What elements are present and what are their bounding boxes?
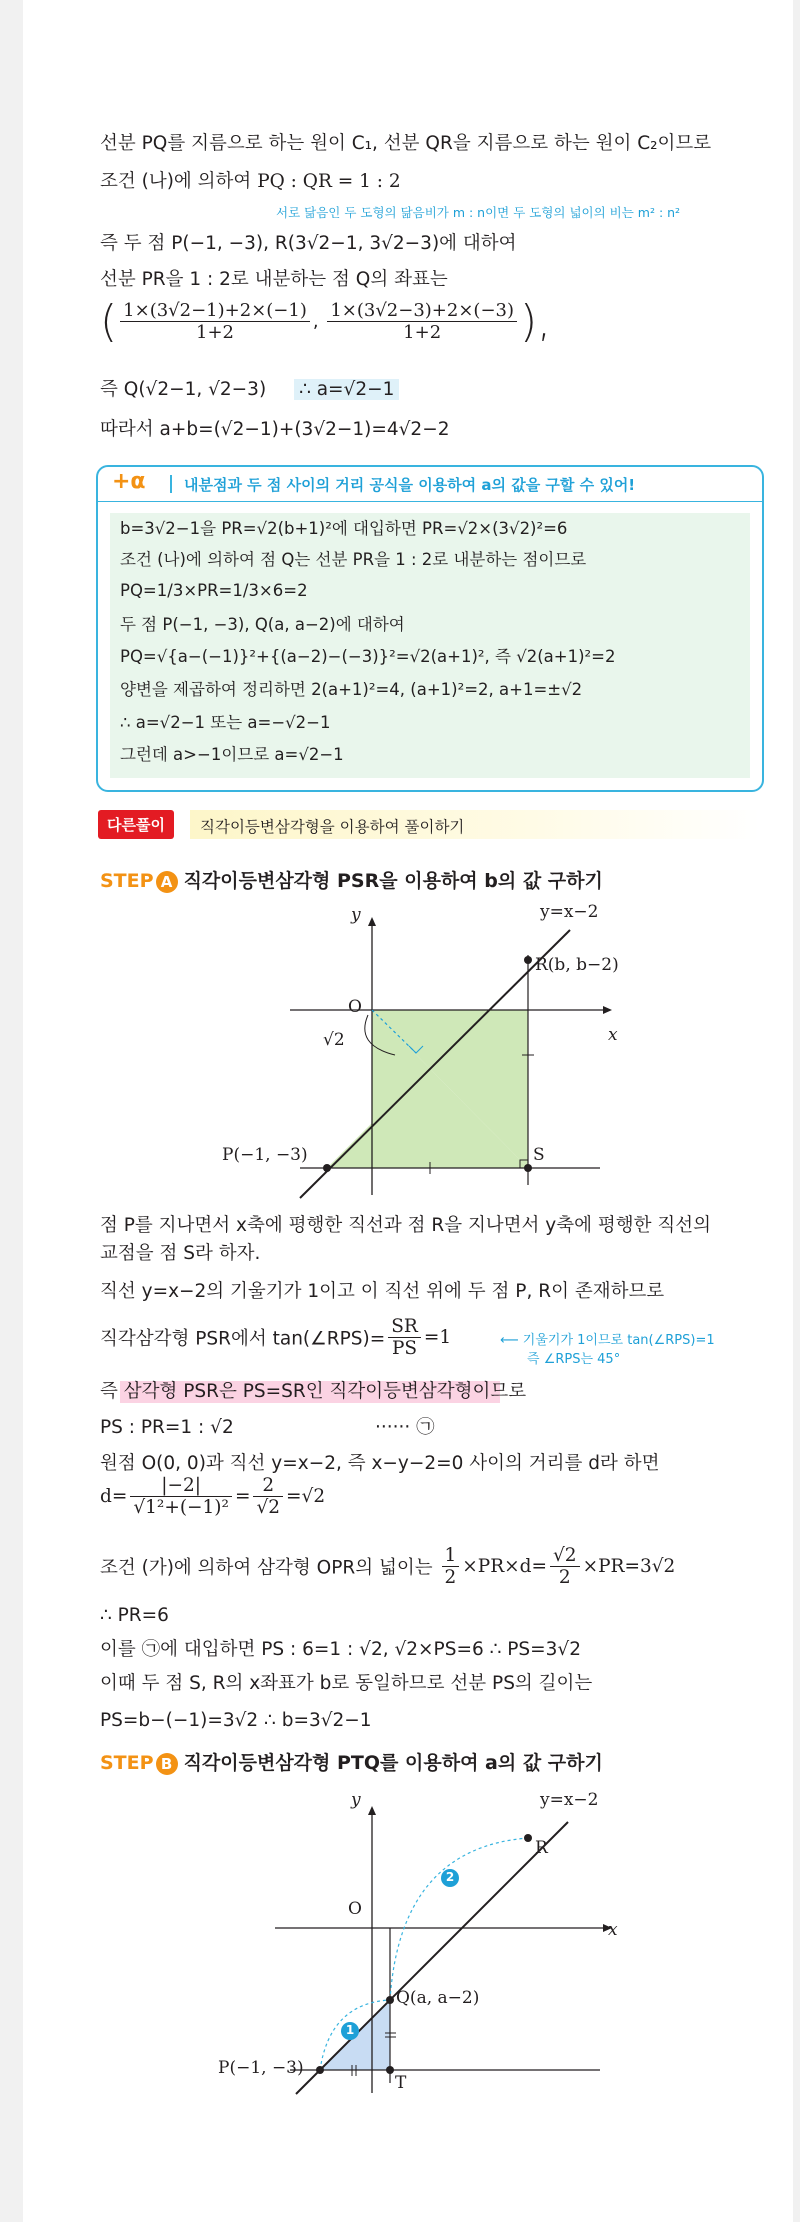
slope-note (500, 1329, 715, 1348)
area-num-1: 1 (442, 1545, 460, 1567)
d-num-1: |−2| (130, 1475, 232, 1497)
x-axis-arrow-a (603, 1006, 612, 1014)
step-a-line-4 (100, 1316, 451, 1359)
intro-line-7: 따라서 a+b=(√2−1)+(3√2−1)=4√2−2 (100, 419, 450, 440)
alt-solution-desc: 직각이등변삼각형을 이용하여 풀이하기 (200, 818, 465, 836)
intro-line-4: 선분 PR을 1 : 2로 내분하는 점 Q의 좌표는 (100, 269, 448, 290)
d-fraction-2 (253, 1475, 283, 1518)
s-label-a: S (533, 1145, 545, 1165)
step-a-line-12: 이때 두 점 S, R의 x좌표가 b로 동일하므로 선분 PS의 길이는 (100, 1673, 593, 1694)
d-prefix: d= (100, 1486, 128, 1507)
slope-note-arrow-icon: ⟵ (500, 1333, 523, 1348)
area-den-2: 2 (558, 1567, 571, 1588)
alpha-line-5: PQ=√{a−(−1)}²+{(a−2)−(−3)}²=√2(a+1)², 즉 √2(a+1)²=2 (120, 647, 616, 666)
alpha-title: 내분점과 두 점 사이의 거리 공식을 이용하여 a의 값을 구할 수 있어! (184, 476, 636, 494)
alpha-box (96, 465, 764, 792)
step-a-line-6 (100, 1414, 435, 1442)
alpha-line-1: b=3√2−1을 PR=√2(b+1)²에 대입하면 PR=√2×(3√2)²=6 (120, 519, 568, 538)
step-a-line-2: 교점을 점 S라 하자. (100, 1243, 261, 1264)
r-label-a: R(b, b−2) (535, 955, 619, 975)
slope-note-2: 즉 ∠RPS는 45° (527, 1352, 621, 1367)
y-label-a: y (351, 905, 361, 925)
step-a-line-8 (100, 1475, 325, 1518)
intro-line-5: ( $\frac{1\times(3√2-1)+2\times(-1)}{1+2}$ , $\frac{1\times(3√2-3)+2\times(-3)}{1+2}$ ), (100, 296, 552, 347)
step-a-line-10: ∴ PR=6 (100, 1605, 169, 1626)
intro-line-6 (100, 376, 399, 404)
d-fraction-1 (130, 1475, 232, 1518)
d-equals: = (234, 1486, 251, 1507)
q-coordinate: 즉 Q(√2−1, √2−3) (100, 379, 267, 400)
area-fraction-2 (550, 1545, 580, 1588)
tan-den: PS (391, 1338, 418, 1359)
d-den-2: √2 (256, 1497, 281, 1518)
line-label-a: y=x−2 (540, 902, 599, 922)
a-answer: ∴ a=√2−1 (294, 379, 399, 400)
alpha-line-3: PQ=1/3×PR=1/3×6=2 (120, 581, 308, 600)
t-label-b: T (395, 2073, 407, 2093)
step-a-title: 직각이등변삼각형 PSR을 이용하여 b의 값 구하기 (183, 870, 603, 892)
area-suffix: ×PR=3√2 (582, 1556, 676, 1577)
graph-a (0, 895, 800, 1205)
point-r-b (524, 1834, 532, 1842)
point-q-b (386, 1996, 394, 2004)
step-a-line-7: 원점 O(0, 0)과 직선 y=x−2, 즉 x−y−2=0 사이의 거리를 d라 하면 (100, 1453, 660, 1474)
line-label-b: y=x−2 (540, 1790, 599, 1810)
y-label-b: y (351, 1790, 361, 1810)
step-b-heading (100, 1748, 603, 1775)
area-mid: ×PR×d= (462, 1556, 548, 1577)
step-b-label: STEP (100, 1752, 154, 1774)
coord-x-fraction (120, 300, 310, 343)
alpha-line-2: 조건 (나)에 의하여 점 Q는 선분 PR을 1 : 2로 내분하는 점이므로 (120, 550, 587, 569)
d-num-2: 2 (253, 1475, 283, 1497)
distance-label: √2 (323, 1030, 345, 1050)
area-prefix: 조건 (가)에 의하여 삼각형 OPR의 넓이는 (100, 1557, 439, 1579)
d-suffix: =√2 (286, 1486, 326, 1507)
step-a-line-3: 직선 y=x−2의 기울기가 1이고 이 직선 위에 두 점 P, R이 존재하므로 (100, 1281, 665, 1302)
intro-line-1: 선분 PQ를 지름으로 하는 원이 C₁, 선분 QR을 지름으로 하는 원이 C₂이므로 (100, 133, 712, 154)
alt-solution-tag: 다른풀이 (98, 810, 174, 839)
y-axis-arrow-b (368, 1806, 376, 1815)
coord-x-den: 1+2 (196, 322, 235, 343)
intro-line-2-prefix: 조건 (나)에 의하여 (100, 171, 258, 192)
alpha-logo: +α (112, 469, 146, 494)
coord-x-num: 1×(3√2−1)+2×(−1) (120, 300, 310, 322)
alpha-line-7: ∴ a=√2−1 또는 a=−√2−1 (120, 713, 331, 732)
y-axis-arrow-a (368, 917, 376, 926)
area-num-2: √2 (550, 1545, 580, 1567)
marker-1-label: 1 (345, 2023, 355, 2037)
x-label-b: x (608, 1920, 618, 1940)
similarity-note: 서로 닮음인 두 도형의 닮음비가 m : n이면 두 도형의 넓이의 비는 m² : n² (276, 205, 681, 220)
point-s-a (524, 1164, 532, 1172)
area-den-1: 2 (444, 1567, 457, 1588)
step-a-badge: A (156, 871, 178, 893)
step-a-line-11: 이를 ㉠에 대입하면 PS : 6=1 : √2, √2×PS=6 ∴ PS=3√2 (100, 1639, 581, 1660)
coord-y-fraction (327, 300, 517, 343)
d-den-1: √1²+(−1)² (133, 1497, 229, 1518)
alpha-line-6: 양변을 제곱하여 정리하면 2(a+1)²=4, (a+1)²=2, a+1=±√2 (120, 680, 583, 699)
alpha-divider (170, 475, 172, 493)
graph-b (0, 1778, 800, 2098)
point-t-b (386, 2066, 394, 2074)
p-label-b: P(−1, −3) (218, 2058, 304, 2078)
line-y-x-2-b (296, 1822, 568, 2094)
step-a-label: STEP (100, 870, 154, 892)
step-a-line-1: 점 P를 지나면서 x축에 평행한 직선과 점 R을 지나면서 y축에 평행한 직선의 (100, 1215, 711, 1236)
intro-line-2 (100, 168, 401, 196)
alpha-line-8: 그런데 a>−1이므로 a=√2−1 (120, 745, 344, 764)
alpha-box-header (98, 467, 762, 502)
step-a-line-9 (100, 1545, 675, 1588)
tan-prefix: 직각삼각형 PSR에서 tan(∠RPS)= (100, 1328, 386, 1350)
origin-label-a: O (348, 997, 362, 1017)
p-label-a: P(−1, −3) (222, 1145, 308, 1165)
r-label-b: R (535, 1838, 548, 1858)
intro-line-3: 즉 두 점 P(−1, −3), R(3√2−1, 3√2−3)에 대하여 (100, 233, 517, 254)
step-a-heading (100, 866, 603, 893)
tan-num: SR (388, 1316, 421, 1338)
step-b-title: 직각이등변삼각형 PTQ를 이용하여 a의 값 구하기 (183, 1752, 603, 1774)
slope-note-text: 기울기가 1이므로 tan(∠RPS)=1 (522, 1333, 715, 1348)
point-p-b (316, 2066, 324, 2074)
point-r-a (524, 956, 532, 964)
arc-2 (390, 1838, 528, 2000)
tan-suffix: =1 (423, 1327, 452, 1348)
ratio-ps-pr: PS : PR=1 : √2 (100, 1417, 234, 1438)
alpha-line-4: 두 점 P(−1, −3), Q(a, a−2)에 대하여 (120, 615, 405, 634)
intro-ratio: PQ : QR = 1 : 2 (257, 171, 401, 192)
equation-mark: ······ ㉠ (375, 1417, 435, 1438)
marker-2-label: 2 (445, 1870, 455, 1884)
point-p-a (323, 1164, 331, 1172)
step-a-line-5: 즉 삼각형 PSR은 PS=SR인 직각이등변삼각형이므로 (100, 1381, 527, 1402)
origin-label-b: O (348, 1899, 362, 1919)
tan-fraction (388, 1316, 421, 1359)
q-label-b: Q(a, a−2) (396, 1988, 480, 2008)
area-fraction-1 (442, 1545, 460, 1588)
step-b-badge: B (156, 1753, 178, 1775)
coord-y-den: 1+2 (403, 322, 442, 343)
step-a-line-13: PS=b−(−1)=3√2 ∴ b=3√2−1 (100, 1710, 372, 1731)
x-label-a: x (608, 1025, 618, 1045)
alpha-box-body (110, 513, 750, 778)
coord-y-num: 1×(3√2−3)+2×(−3) (327, 300, 517, 322)
